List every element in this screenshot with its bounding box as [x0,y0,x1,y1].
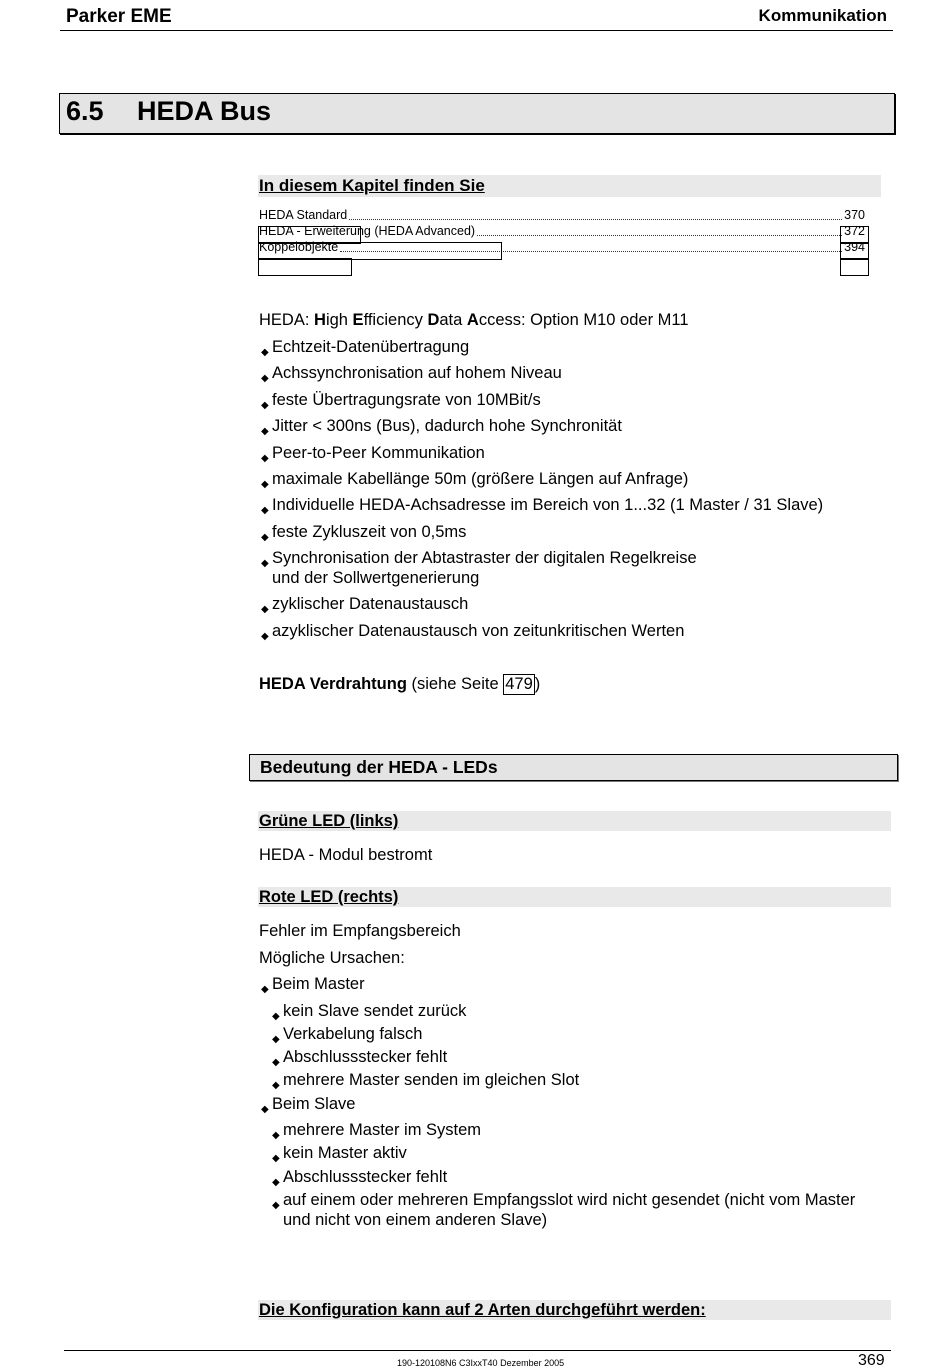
bullet-diamond-icon: ◆ [272,1130,280,1142]
list-item: ◆ Individuelle HEDA-Achsadresse im Bereich von 1...32 (1 Master / 31 Slave) [259,495,899,521]
list-item: ◆ feste Zykluszeit von 0,5ms [259,522,899,548]
toc-entry-title: HEDA Standard [259,208,348,222]
chapter-number: 6.5 [66,96,104,126]
toc-entry-title: Koppelobjekte [259,240,339,254]
toc-entry-page: 394 [844,240,865,254]
bullet-diamond-icon: ◆ [261,478,269,490]
bullet-diamond-icon: ◆ [261,373,269,385]
list-item: ◆ mehrere Master im System [259,1120,899,1143]
bullet-diamond-icon: ◆ [272,1176,280,1188]
list-item: ◆ maximale Kabellänge 50m (größere Längen auf Anfrage) [259,469,899,495]
toc-heading: In diesem Kapitel finden Sie [258,175,881,197]
chapter-title: HEDA Bus [137,96,272,126]
toc-leader [349,219,842,220]
list-item: ◆ Beim Master [259,974,899,1001]
list-item: ◆ Jitter < 300ns (Bus), dadurch hohe Synchronität [259,416,899,442]
led-section-heading: Bedeutung der HEDA - LEDs [249,754,898,781]
list-item: ◆ Peer-to-Peer Kommunikation [259,443,899,469]
toc-entry[interactable] [259,207,865,223]
green-led-text: HEDA - Modul bestromt [259,846,433,864]
config-heading: Die Konfiguration kann auf 2 Arten durchgeführt werden: [258,1300,891,1320]
bullet-diamond-icon: ◆ [261,452,269,464]
page-number: 369 [858,1352,885,1369]
bullet-diamond-icon: ◆ [261,604,269,616]
bullet-diamond-icon: ◆ [261,558,269,570]
bullet-diamond-icon: ◆ [261,984,269,995]
bullet-diamond-icon: ◆ [272,1010,280,1022]
list-item: ◆ Achssynchronisation auf hohem Niveau [259,363,899,389]
list-item: ◆ Abschlussstecker fehlt [259,1167,899,1190]
toc-entry-page: 372 [844,224,865,238]
bullet-diamond-icon: ◆ [261,426,269,438]
bullet-diamond-icon: ◆ [272,1080,280,1092]
list-item: ◆ Synchronisation der Abtastraster der digitalen Regelkreise und der Sollwertgenerierung [261,549,697,588]
toc-entry-title: HEDA - Erweiterung (HEDA Advanced) [259,224,476,238]
bullet-diamond-icon: ◆ [261,630,269,642]
red-led-heading: Rote LED (rechts) [258,887,891,907]
toc-page-link-box[interactable] [840,258,869,276]
header-brand: Parker EME [66,6,172,27]
list-item: ◆ Echtzeit-Datenübertragung [259,337,899,363]
bullet-diamond-icon: ◆ [272,1153,280,1165]
heda-definition: HEDA: High Efficiency Data Access: Option M10 oder M11 [259,311,689,329]
list-item: ◆ Abschlussstecker fehlt [259,1047,899,1070]
bullet-diamond-icon: ◆ [261,347,269,358]
list-item: ◆ feste Übertragungsrate von 10MBit/s [259,390,899,416]
list-item: ◆ kein Slave sendet zurück [259,1001,899,1024]
toc-leader [477,235,842,236]
page-link[interactable]: 479 [505,675,533,693]
green-led-heading: Grüne LED (links) [258,811,891,831]
bullet-diamond-icon: ◆ [272,1057,280,1069]
list-item: ◆ Beim Slave [259,1094,899,1121]
red-led-text: Fehler im Empfangsbereich [259,922,461,940]
bullet-diamond-icon: ◆ [272,1200,280,1212]
list-item: ◆ azyklischer Datenaustausch von zeitunkritischen Werten [259,621,899,647]
list-item: ◆ auf einem oder mehreren Empfangsslot wird nicht gesendet (nicht vom Master und nicht von einem anderen Slave) [272,1191,856,1230]
bullet-diamond-icon: ◆ [261,1103,269,1115]
list-item: ◆ zyklischer Datenaustausch [259,594,899,620]
footer-doc-id: 190-120108N6 C3IxxT40 Dezember 2005 [397,1358,565,1368]
red-led-description [259,921,899,1234]
list-item: ◆ mehrere Master senden im gleichen Slot [259,1070,899,1093]
toc-link-box[interactable] [258,258,352,276]
list-item: ◆ kein Master aktiv [259,1143,899,1166]
bullet-diamond-icon: ◆ [261,531,269,543]
footer-rule [64,1350,891,1351]
feature-list [259,337,899,647]
bullet-diamond-icon: ◆ [261,505,269,517]
toc-entry-page: 370 [844,208,865,222]
header-section: Kommunikation [758,6,887,25]
list-item: ◆ Verkabelung falsch [259,1024,899,1047]
causes-label: Mögliche Ursachen: [259,948,405,967]
wiring-reference: HEDA Verdrahtung (siehe Seite 479 ) [259,675,541,693]
bullet-diamond-icon: ◆ [261,399,269,411]
header-rule [60,30,893,31]
bullet-diamond-icon: ◆ [272,1033,280,1045]
